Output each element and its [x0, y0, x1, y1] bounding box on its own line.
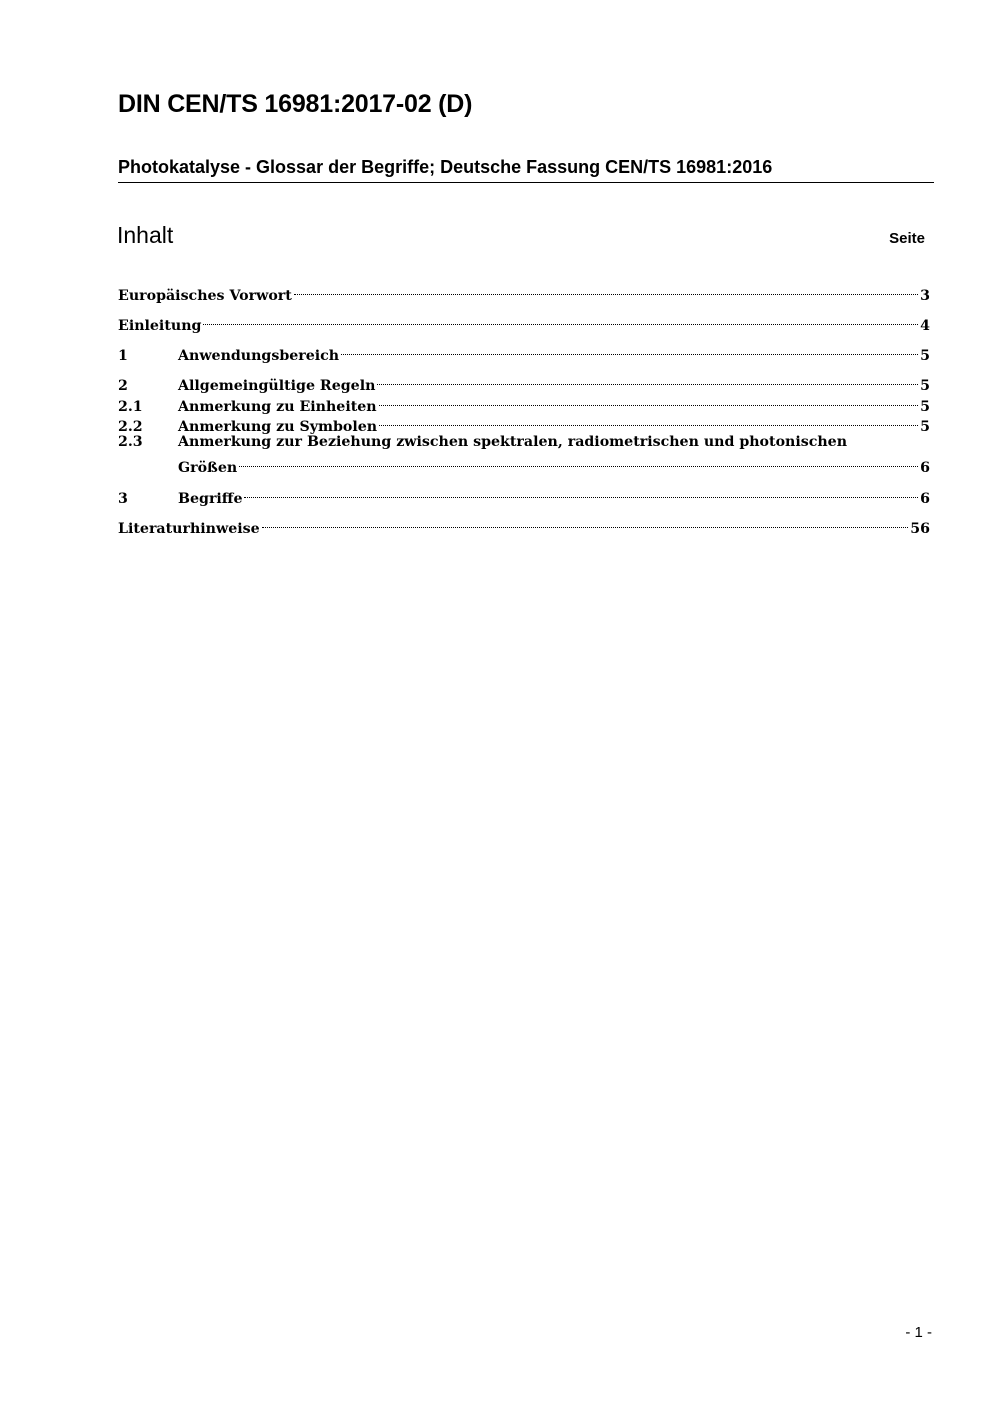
toc-entry-page: 6 [920, 460, 930, 476]
toc-entry-number: 2.3 [118, 434, 143, 450]
toc-entry-title: Anmerkung zu Symbolen [178, 419, 378, 435]
toc-entry-title: Anwendungsbereich [178, 348, 340, 364]
toc-entry-number: 1 [118, 348, 128, 364]
toc-entry-anmerkung-beziehung[interactable] [118, 432, 930, 452]
toc-entry-number: 2 [118, 378, 128, 394]
toc-entry-page: 6 [920, 491, 930, 507]
toc-entry-anwendungsbereich[interactable] [118, 340, 930, 364]
toc-entry-title: Einleitung [118, 318, 202, 334]
toc-page-column-label: Seite [889, 230, 925, 247]
toc-entry-europaeisches-vorwort[interactable] [118, 280, 930, 304]
toc-dot-leader [239, 452, 918, 472]
toc-dot-leader [341, 340, 918, 360]
toc-entry-anmerkung-beziehung-continued[interactable] [118, 452, 930, 476]
page-number-footer: - 1 - [905, 1324, 932, 1341]
toc-entry-allgemeingueltige-regeln[interactable] [118, 370, 930, 394]
toc-entry-begriffe[interactable] [118, 483, 930, 507]
toc-entry-title: Anmerkung zur Beziehung zwischen spektralen, radiometrischen und photonischen [178, 434, 848, 450]
toc-entry-title: Allgemeingültige Regeln [178, 378, 376, 394]
toc-entry-number: 3 [118, 491, 128, 507]
toc-entry-page: 5 [920, 348, 930, 364]
toc-dot-leader [244, 483, 918, 503]
toc-entry-page: 5 [920, 419, 930, 435]
document-title: DIN CEN/TS 16981:2017-02 (D) [118, 90, 473, 118]
toc-entry-anmerkung-einheiten[interactable] [118, 391, 930, 415]
toc-entry-anmerkung-symbolen[interactable] [118, 411, 930, 435]
toc-entry-einleitung[interactable] [118, 310, 930, 334]
toc-dot-leader [294, 280, 918, 300]
toc-entry-page: 5 [920, 378, 930, 394]
toc-entry-title: Literaturhinweise [118, 521, 260, 537]
toc-dot-leader [262, 513, 909, 533]
toc-entry-page: 4 [920, 318, 930, 334]
toc-entry-literaturhinweise[interactable] [118, 513, 930, 537]
toc-entry-page: 3 [920, 288, 930, 304]
toc-heading: Inhalt [117, 222, 174, 248]
toc-entry-number: 2.1 [118, 399, 143, 415]
toc-dot-leader [203, 310, 918, 330]
document-subtitle: Photokatalyse - Glossar der Begriffe; Deutsche Fassung CEN/TS 16981:2016 [118, 157, 934, 183]
toc-entry-title: Begriffe [178, 491, 243, 507]
toc-dot-leader [379, 391, 919, 411]
toc-entry-page: 56 [910, 521, 930, 537]
toc-entry-title-continued: Größen [178, 460, 238, 476]
toc-entry-title: Europäisches Vorwort [118, 288, 292, 304]
toc-dot-leader [379, 411, 918, 431]
toc-dot-leader [377, 370, 918, 390]
toc-entry-page: 5 [920, 399, 930, 415]
toc-entry-title: Anmerkung zu Einheiten [178, 399, 377, 415]
toc-entry-number: 2.2 [118, 419, 143, 435]
